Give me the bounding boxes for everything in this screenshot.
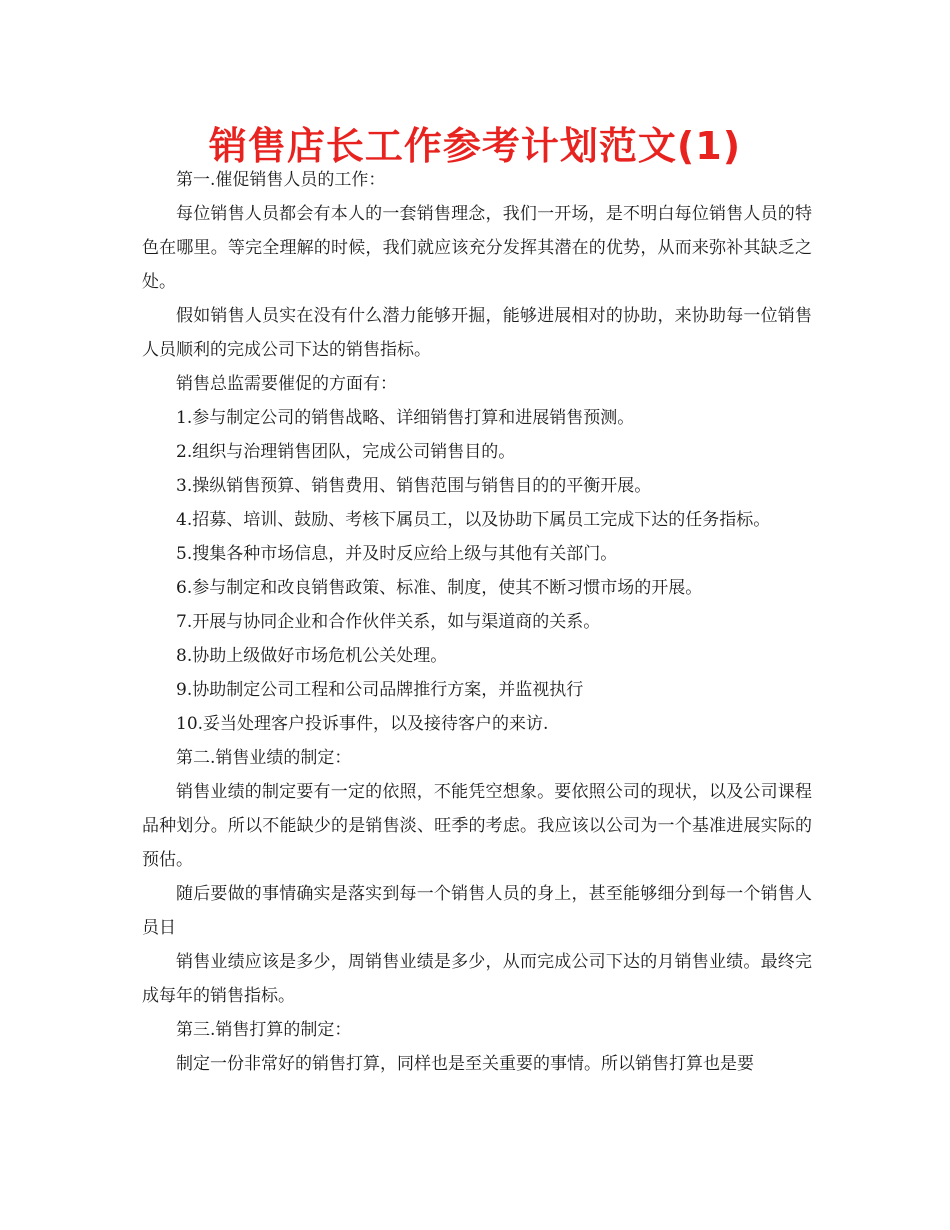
paragraph: 随后要做的事情确实是落实到每一个销售人员的身上，甚至能够细分到每一个销售人员日 bbox=[142, 884, 812, 938]
list-item: 9.协助制定公司工程和公司品牌推行方案，并监视执行 bbox=[176, 680, 584, 700]
section-heading-3: 第三.销售打算的制定： bbox=[176, 1020, 352, 1040]
list-item: 4.招募、培训、鼓励、考核下属员工，以及协助下属员工完成下达的任务指标。 bbox=[176, 510, 771, 530]
list-item: 6.参与制定和改良销售政策、标准、制度，使其不断习惯市场的开展。 bbox=[176, 578, 703, 598]
document-body bbox=[142, 163, 812, 1081]
paragraph: 销售总监需要催促的方面有： bbox=[176, 374, 397, 394]
paragraph: 制定一份非常好的销售打算，同样也是至关重要的事情。所以销售打算也是要 bbox=[176, 1054, 754, 1074]
paragraph: 假如销售人员实在没有什么潜力能够开掘，能够进展相对的协助，来协助每一位销售人员顺利的完成公司下达的销售指标。 bbox=[142, 306, 812, 360]
list-item: 5.搜集各种市场信息，并及时反应给上级与其他有关部门。 bbox=[176, 544, 618, 564]
list-item: 10.妥当处理客户投诉事件，以及接待客户的来访. bbox=[176, 714, 549, 734]
section-heading-1: 第一.催促销售人员的工作： bbox=[176, 170, 386, 190]
document-title: 销售店长工作参考计划范文(1) bbox=[208, 124, 742, 168]
list-item: 1.参与制定公司的销售战略、详细销售打算和进展销售预测。 bbox=[176, 408, 635, 428]
paragraph: 每位销售人员都会有本人的一套销售理念，我们一开场，是不明白每位销售人员的特色在哪里。等完全理解的时候，我们就应该充分发挥其潜在的优势，从而来弥补其缺乏之处。 bbox=[142, 204, 812, 292]
list-item: 7.开展与协同企业和合作伙伴关系，如与渠道商的关系。 bbox=[176, 612, 601, 632]
paragraph: 销售业绩应该是多少，周销售业绩是多少，从而完成公司下达的月销售业绩。最终完成每年的销售指标。 bbox=[142, 952, 812, 1006]
section-heading-2: 第二.销售业绩的制定： bbox=[176, 748, 352, 768]
list-item: 2.组织与治理销售团队，完成公司销售目的。 bbox=[176, 442, 516, 462]
list-item: 3.操纵销售预算、销售费用、销售范围与销售目的的平衡开展。 bbox=[176, 476, 652, 496]
list-item: 8.协助上级做好市场危机公关处理。 bbox=[176, 646, 448, 666]
paragraph: 销售业绩的制定要有一定的依照，不能凭空想象。要依照公司的现状，以及公司课程品种划分。所以不能缺少的是销售淡、旺季的考虑。我应该以公司为一个基准进展实际的预估。 bbox=[142, 782, 812, 870]
